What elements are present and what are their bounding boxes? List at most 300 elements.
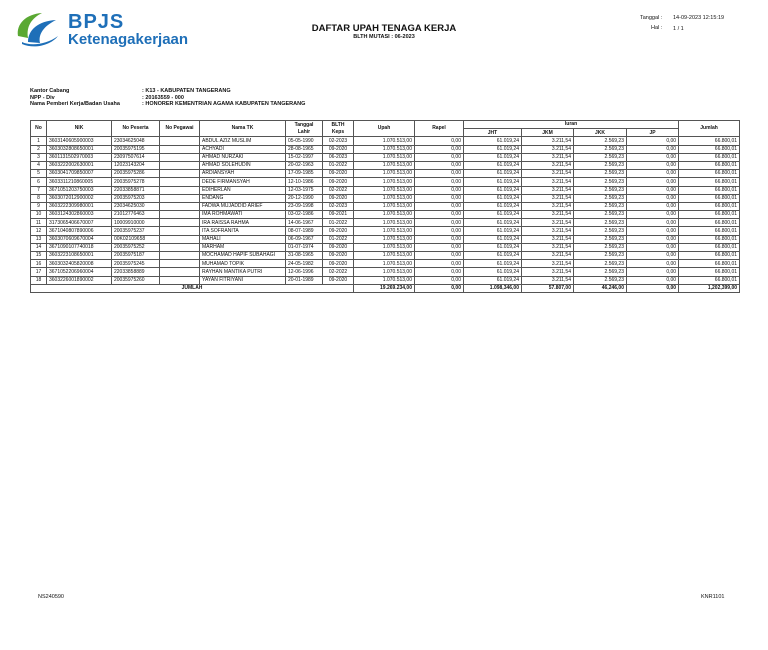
logo-subtitle: Ketenagakerjaan	[68, 31, 189, 48]
cell-nama: MAHALI	[200, 235, 286, 243]
cell-rapel: 0,00	[415, 260, 464, 268]
info-value: : K13 - KABUPATEN TANGERANG	[142, 88, 231, 94]
table-row	[31, 186, 740, 194]
cell-no-peserta: 23034625048	[112, 137, 160, 145]
cell-jht: 61.019,24	[464, 260, 522, 268]
cell-nik: 3603070609670004	[47, 235, 112, 243]
cell-no-peserta: 20035975237	[112, 227, 160, 235]
cell-nik: 3671040807890006	[47, 227, 112, 235]
cell-nama: DEDE FIRMANSYAH	[200, 178, 286, 186]
cell-nama: YAYAN FITRIYANI	[200, 276, 286, 284]
cell-no: 3	[31, 153, 47, 161]
cell-jkk: 2.569,23	[574, 170, 627, 178]
table-row	[31, 268, 740, 276]
cell-jkm: 3.211,54	[522, 260, 574, 268]
cell-jkm: 3.211,54	[522, 194, 574, 202]
cell-jkk: 2.569,23	[574, 243, 627, 251]
cell-tgl-lahir: 14-06-1967	[286, 219, 323, 227]
cell-nik: 3603140605900003	[47, 137, 112, 145]
table-row	[31, 161, 740, 169]
cell-rapel: 0,00	[415, 243, 464, 251]
cell-nama: AHMAD NURZAKI	[200, 153, 286, 161]
cell-jumlah: 66.800,01	[679, 268, 740, 276]
cell-no-peserta: 20035975252	[112, 243, 160, 251]
cell-no: 15	[31, 252, 47, 260]
cell-upah: 1.070.513,00	[354, 268, 415, 276]
cell-jp: 0,00	[627, 202, 679, 210]
cell-blth-keps: 02-2022	[323, 186, 354, 194]
cell-rapel: 0,00	[415, 178, 464, 186]
table-row	[31, 227, 740, 235]
table-row	[31, 170, 740, 178]
cell-no: 18	[31, 276, 47, 284]
cell-jumlah: 66.800,01	[679, 202, 740, 210]
cell-no-peserta: 20035975286	[112, 170, 160, 178]
cell-jkk: 2.569,23	[574, 202, 627, 210]
cell-nik: 3603041709850007	[47, 170, 112, 178]
cell-blth-keps: 09-2020	[323, 243, 354, 251]
cell-jkk: 2.569,23	[574, 161, 627, 169]
cell-jht: 61.019,24	[464, 227, 522, 235]
cell-upah: 1.070.513,00	[354, 161, 415, 169]
cell-upah: 1.070.513,00	[354, 227, 415, 235]
tanggal-value: 14-09-2023 12:15:19	[673, 15, 725, 21]
cell-jht: 61.019,24	[464, 276, 522, 284]
col-rapel: Rapel	[415, 121, 464, 137]
cell-tgl-lahir: 03-02-1986	[286, 211, 323, 219]
cell-blth-keps: 01-2022	[323, 235, 354, 243]
cell-jht: 61.019,24	[464, 186, 522, 194]
cell-rapel: 0,00	[415, 252, 464, 260]
cell-no-pegawai	[160, 161, 200, 169]
cell-upah: 1.070.513,00	[354, 219, 415, 227]
cell-jkm: 3.211,54	[522, 227, 574, 235]
cell-nik: 3603223108650001	[47, 252, 112, 260]
cell-upah: 1.070.513,00	[354, 170, 415, 178]
cell-no: 4	[31, 161, 47, 169]
cell-jumlah: 66.800,01	[679, 243, 740, 251]
col-iuran: Iuran	[464, 121, 679, 129]
cell-jkk: 2.569,23	[574, 252, 627, 260]
cell-jkm: 3.211,54	[522, 178, 574, 186]
cell-jkm: 3.211,54	[522, 235, 574, 243]
total-label: JUMLAH	[31, 284, 354, 292]
logo-brand: BPJS	[68, 11, 125, 33]
cell-nik: 3603222309980001	[47, 202, 112, 210]
cell-blth-keps: 09-2020	[323, 276, 354, 284]
cell-jumlah: 66.800,01	[679, 178, 740, 186]
table-row	[31, 202, 740, 210]
cell-no: 13	[31, 235, 47, 243]
cell-nama: ARDIANSYAH	[200, 170, 286, 178]
cell-upah: 1.070.513,00	[354, 235, 415, 243]
table-row	[31, 194, 740, 202]
cell-jp: 0,00	[627, 252, 679, 260]
cell-nik: 3603311210860005	[47, 178, 112, 186]
cell-blth-keps: 09-2020	[323, 145, 354, 153]
cell-jp: 0,00	[627, 235, 679, 243]
cell-no: 5	[31, 170, 47, 178]
cell-blth-keps: 09-2020	[323, 227, 354, 235]
table-row	[31, 235, 740, 243]
cell-jkm: 3.211,54	[522, 211, 574, 219]
cell-jp: 0,00	[627, 260, 679, 268]
cell-upah: 1.070.513,00	[354, 211, 415, 219]
cell-rapel: 0,00	[415, 137, 464, 145]
cell-nik: 3603072012900002	[47, 194, 112, 202]
cell-blth-keps: 09-2021	[323, 211, 354, 219]
cell-no-pegawai	[160, 268, 200, 276]
cell-jkk: 2.569,23	[574, 194, 627, 202]
cell-jkk: 2.569,23	[574, 186, 627, 194]
table-row	[31, 276, 740, 284]
cell-nama: AHMAD SOLEHUDIN	[200, 161, 286, 169]
cell-jp: 0,00	[627, 227, 679, 235]
hal-label: Hal :	[651, 25, 663, 31]
cell-nik: 3603226001890002	[47, 276, 112, 284]
cell-jkm: 3.211,54	[522, 276, 574, 284]
cell-blth-keps: 09-2020	[323, 170, 354, 178]
cell-jumlah: 66.800,01	[679, 260, 740, 268]
cell-no-peserta: 10009910000	[112, 219, 160, 227]
cell-jp: 0,00	[627, 137, 679, 145]
cell-jumlah: 66.800,01	[679, 235, 740, 243]
cell-jht: 61.019,24	[464, 211, 522, 219]
cell-blth-keps: 09-2020	[323, 194, 354, 202]
cell-rapel: 0,00	[415, 153, 464, 161]
table-row	[31, 137, 740, 145]
cell-jumlah: 66.800,01	[679, 219, 740, 227]
cell-no-peserta: 21012776463	[112, 211, 160, 219]
cell-rapel: 0,00	[415, 276, 464, 284]
wage-table	[30, 120, 740, 293]
cell-no-peserta: 20035975278	[112, 178, 160, 186]
cell-nik: 3173065406670007	[47, 219, 112, 227]
cell-no-pegawai	[160, 178, 200, 186]
cell-jp: 0,00	[627, 178, 679, 186]
cell-no: 8	[31, 194, 47, 202]
col-jht: JHT	[464, 129, 522, 137]
cell-jkm: 3.211,54	[522, 186, 574, 194]
cell-nama: RAYHAN MANTIKA PUTRI	[200, 268, 286, 276]
cell-no-pegawai	[160, 153, 200, 161]
cell-nama: ITA SOFRANITA	[200, 227, 286, 235]
cell-nik: 3603032808650001	[47, 145, 112, 153]
info-label: Kantor Cabang	[30, 88, 70, 94]
col-no-peserta: No Peserta	[112, 121, 160, 137]
cell-nik: 3671052206960004	[47, 268, 112, 276]
cell-no-pegawai	[160, 227, 200, 235]
cell-jp: 0,00	[627, 268, 679, 276]
footer-left-code: NS240590	[38, 594, 64, 600]
col-nik: NIK	[47, 121, 112, 137]
col-no-pegawai: No Pegawai	[160, 121, 200, 137]
cell-rapel: 0,00	[415, 186, 464, 194]
cell-nama: MARHAM	[200, 243, 286, 251]
cell-jkm: 3.211,54	[522, 145, 574, 153]
cell-jht: 61.019,24	[464, 153, 522, 161]
cell-nama: MUHAMAD TOPIK	[200, 260, 286, 268]
cell-jht: 61.019,24	[464, 137, 522, 145]
cell-no: 10	[31, 211, 47, 219]
cell-tgl-lahir: 17-09-1985	[286, 170, 323, 178]
cell-jkk: 2.569,23	[574, 276, 627, 284]
cell-rapel: 0,00	[415, 268, 464, 276]
cell-blth-keps: 02-2023	[323, 137, 354, 145]
cell-no-pegawai	[160, 194, 200, 202]
cell-nama: EDIHERLAN	[200, 186, 286, 194]
cell-no-pegawai	[160, 235, 200, 243]
cell-no: 6	[31, 178, 47, 186]
cell-jumlah: 66.800,01	[679, 153, 740, 161]
cell-upah: 1.070.513,00	[354, 186, 415, 194]
cell-no-peserta: 20035975195	[112, 145, 160, 153]
cell-tgl-lahir: 12-03-1975	[286, 186, 323, 194]
total-jumlah: 1,202,399,00	[679, 284, 740, 292]
cell-tgl-lahir: 05-05-1990	[286, 137, 323, 145]
cell-nama: ENDANG	[200, 194, 286, 202]
cell-jkk: 2.569,23	[574, 268, 627, 276]
cell-tgl-lahir: 28-08-1965	[286, 145, 323, 153]
cell-tgl-lahir: 01-07-1974	[286, 243, 323, 251]
table-row	[31, 219, 740, 227]
cell-no-pegawai	[160, 219, 200, 227]
cell-tgl-lahir: 24-05-1982	[286, 260, 323, 268]
cell-jkk: 2.569,23	[574, 145, 627, 153]
cell-jht: 61.019,24	[464, 268, 522, 276]
cell-no-pegawai	[160, 276, 200, 284]
total-row	[31, 284, 740, 292]
info-value: : HONORER KEMENTRIAN AGAMA KABUPATEN TANGERANG	[142, 101, 306, 107]
cell-tgl-lahir: 08-07-1989	[286, 227, 323, 235]
cell-jumlah: 66.800,01	[679, 211, 740, 219]
cell-jht: 61.019,24	[464, 243, 522, 251]
cell-no-peserta: 00K02109658	[112, 235, 160, 243]
cell-no-peserta: 20035975187	[112, 252, 160, 260]
cell-jht: 61.019,24	[464, 161, 522, 169]
cell-jht: 61.019,24	[464, 219, 522, 227]
info-label: NPP - Div	[30, 94, 55, 101]
cell-no-pegawai	[160, 170, 200, 178]
table-row	[31, 260, 740, 268]
cell-blth-keps: 09-2020	[323, 260, 354, 268]
col-jp: JP	[627, 129, 679, 137]
cell-no-peserta: 20035975203	[112, 194, 160, 202]
cell-no-pegawai	[160, 243, 200, 251]
cell-jp: 0,00	[627, 161, 679, 169]
cell-jkm: 3.211,54	[522, 219, 574, 227]
cell-jp: 0,00	[627, 170, 679, 178]
cell-rapel: 0,00	[415, 202, 464, 210]
cell-no: 17	[31, 268, 47, 276]
cell-no: 12	[31, 227, 47, 235]
cell-nik: 3671051203750003	[47, 186, 112, 194]
cell-no: 11	[31, 219, 47, 227]
cell-blth-keps: 01-2022	[323, 219, 354, 227]
cell-nama: ABDUL AZIZ MUSLIM	[200, 137, 286, 145]
cell-rapel: 0,00	[415, 145, 464, 153]
table-row	[31, 153, 740, 161]
cell-nama: FADWA MUJADDID ARIEF	[200, 202, 286, 210]
cell-jumlah: 66.800,01	[679, 137, 740, 145]
cell-no-pegawai	[160, 186, 200, 194]
cell-nik: 3603032405820008	[47, 260, 112, 268]
footer-right-code: KNR1101	[701, 594, 725, 600]
info-row	[30, 101, 305, 108]
cell-no: 1	[31, 137, 47, 145]
document-subtitle: BLTH MUTASI : 06-2023	[353, 34, 415, 40]
cell-upah: 1.070.513,00	[354, 178, 415, 186]
cell-nik: 3671090107740018	[47, 243, 112, 251]
cell-tgl-lahir: 20-01-1989	[286, 276, 323, 284]
cell-rapel: 0,00	[415, 194, 464, 202]
tanggal-label: Tanggal :	[640, 15, 663, 21]
cell-no-peserta: 20035975260	[112, 276, 160, 284]
cell-jkk: 2.569,23	[574, 137, 627, 145]
total-jht: 1.098,346,00	[464, 284, 522, 292]
cell-no-pegawai	[160, 137, 200, 145]
cell-jumlah: 66.800,01	[679, 194, 740, 202]
cell-upah: 1.070.513,00	[354, 137, 415, 145]
cell-no: 7	[31, 186, 47, 194]
cell-jkk: 2.569,23	[574, 219, 627, 227]
hal-value: 1 / 1	[673, 26, 684, 32]
cell-jkm: 3.211,54	[522, 252, 574, 260]
cell-jkm: 3.211,54	[522, 161, 574, 169]
table-row	[31, 252, 740, 260]
cell-tgl-lahir: 31-08-1965	[286, 252, 323, 260]
col-jkk: JKK	[574, 129, 627, 137]
cell-jkm: 3.211,54	[522, 153, 574, 161]
document-title: DAFTAR UPAH TENAGA KERJA	[311, 23, 457, 34]
cell-jkk: 2.569,23	[574, 235, 627, 243]
cell-no-peserta: 22033858889	[112, 268, 160, 276]
cell-jp: 0,00	[627, 276, 679, 284]
cell-blth-keps: 09-2020	[323, 178, 354, 186]
cell-nama: IMA ROHMAWATI	[200, 211, 286, 219]
cell-jumlah: 66.800,01	[679, 186, 740, 194]
cell-tgl-lahir: 23-09-1998	[286, 202, 323, 210]
cell-no-peserta: 20035975245	[112, 260, 160, 268]
cell-no: 2	[31, 145, 47, 153]
cell-jp: 0,00	[627, 211, 679, 219]
total-jp: 0,00	[627, 284, 679, 292]
cell-jht: 61.019,24	[464, 252, 522, 260]
cell-upah: 1.070.513,00	[354, 252, 415, 260]
cell-no-peserta: 22033858871	[112, 186, 160, 194]
cell-jp: 0,00	[627, 219, 679, 227]
cell-tgl-lahir: 06-09-1967	[286, 235, 323, 243]
col-blth-keps: BLTH Keps	[323, 121, 354, 137]
cell-jkk: 2.569,23	[574, 153, 627, 161]
cell-blth-keps: 02-2023	[323, 202, 354, 210]
cell-nik: 3601131502970003	[47, 153, 112, 161]
cell-rapel: 0,00	[415, 211, 464, 219]
cell-tgl-lahir: 12-10-1986	[286, 178, 323, 186]
cell-no: 14	[31, 243, 47, 251]
cell-jp: 0,00	[627, 153, 679, 161]
table-row	[31, 211, 740, 219]
total-upah: 19.269.234,00	[354, 284, 415, 292]
table-row	[31, 178, 740, 186]
cell-rapel: 0,00	[415, 219, 464, 227]
col-jkm: JKM	[522, 129, 574, 137]
info-label: Nama Pemberi Kerja/Badan Usaha	[30, 101, 120, 107]
cell-upah: 1.070.513,00	[354, 260, 415, 268]
col-jumlah: Jumlah	[679, 121, 740, 137]
cell-upah: 1.070.513,00	[354, 243, 415, 251]
cell-jht: 61.019,24	[464, 235, 522, 243]
cell-upah: 1.070.513,00	[354, 145, 415, 153]
cell-jkm: 3.211,54	[522, 268, 574, 276]
cell-tgl-lahir: 20-12-1990	[286, 194, 323, 202]
cell-rapel: 0,00	[415, 227, 464, 235]
cell-jkm: 3.211,54	[522, 202, 574, 210]
cell-jht: 61.019,24	[464, 202, 522, 210]
cell-no: 9	[31, 202, 47, 210]
cell-jkm: 3.211,54	[522, 137, 574, 145]
cell-no-peserta: 23097507614	[112, 153, 160, 161]
col-tgl-lahir: Tanggal Lahir	[286, 121, 323, 137]
cell-no-peserta: 12023143204	[112, 161, 160, 169]
cell-jkk: 2.569,23	[574, 227, 627, 235]
cell-jkm: 3.211,54	[522, 243, 574, 251]
cell-jkk: 2.569,23	[574, 260, 627, 268]
cell-rapel: 0,00	[415, 170, 464, 178]
table-row	[31, 145, 740, 153]
cell-jumlah: 66.800,01	[679, 170, 740, 178]
employer-info	[30, 88, 305, 108]
cell-no-peserta: 23034625030	[112, 202, 160, 210]
col-upah: Upah	[354, 121, 415, 137]
cell-jumlah: 66.800,01	[679, 227, 740, 235]
col-no: No	[31, 121, 47, 137]
cell-blth-keps: 02-2022	[323, 268, 354, 276]
cell-jumlah: 66.800,01	[679, 161, 740, 169]
info-value: : 20163559 - 000	[142, 94, 184, 101]
cell-no-pegawai	[160, 145, 200, 153]
cell-jht: 61.019,24	[464, 194, 522, 202]
cell-nik: 3603222002630001	[47, 161, 112, 169]
cell-upah: 1.070.513,00	[354, 276, 415, 284]
cell-nama: IRA RAISSA RAHMA	[200, 219, 286, 227]
cell-tgl-lahir: 12-06-1996	[286, 268, 323, 276]
cell-jumlah: 66.800,01	[679, 145, 740, 153]
cell-jumlah: 66.800,01	[679, 276, 740, 284]
cell-no-pegawai	[160, 252, 200, 260]
total-jkk: 46,246,00	[574, 284, 627, 292]
cell-jht: 61.019,24	[464, 145, 522, 153]
cell-nik: 3603124302860003	[47, 211, 112, 219]
cell-jht: 61.019,24	[464, 178, 522, 186]
cell-jkk: 2.569,23	[574, 178, 627, 186]
cell-no: 16	[31, 260, 47, 268]
cell-rapel: 0,00	[415, 235, 464, 243]
col-nama: Nama TK	[200, 121, 286, 137]
cell-tgl-lahir: 20-02-1963	[286, 161, 323, 169]
cell-no-pegawai	[160, 202, 200, 210]
cell-jp: 0,00	[627, 186, 679, 194]
cell-jp: 0,00	[627, 194, 679, 202]
cell-jp: 0,00	[627, 145, 679, 153]
cell-jkm: 3.211,54	[522, 170, 574, 178]
cell-blth-keps: 09-2020	[323, 252, 354, 260]
cell-upah: 1.070.513,00	[354, 194, 415, 202]
cell-nama: MOCHAMAD HAPIF SUBAHAGI	[200, 252, 286, 260]
cell-jp: 0,00	[627, 243, 679, 251]
cell-upah: 1.070.513,00	[354, 153, 415, 161]
cell-rapel: 0,00	[415, 161, 464, 169]
